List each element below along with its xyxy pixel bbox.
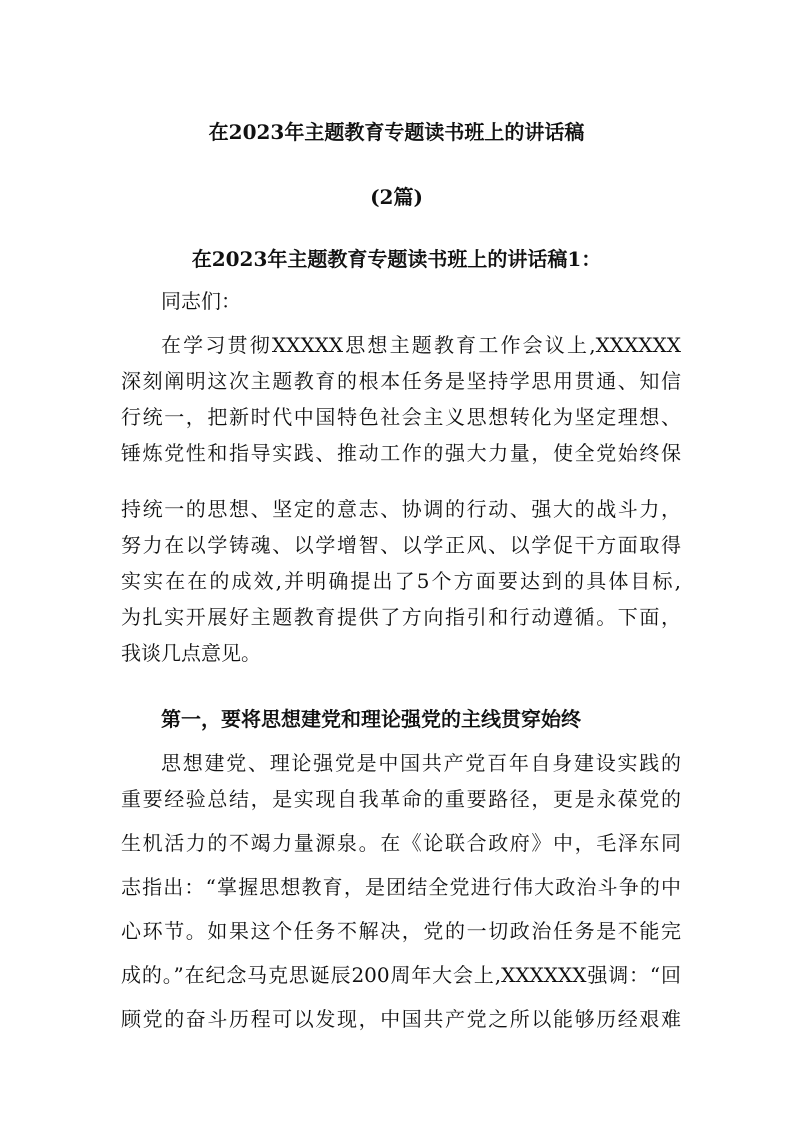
paragraph-1-line: 深刻阐明这次主题教育的根本任务是坚持学思用贯通、知信 [121, 369, 681, 393]
paragraph-2-line: 志指出：“掌握思想教育，是团结全党进行伟大政治斗争的中 [121, 875, 681, 899]
document-title: 在2023年主题教育专题读书班上的讲话稿 [208, 120, 585, 144]
paragraph-1-line: 行统一，把新时代中国特色社会主义思想转化为坚定理想、 [121, 405, 681, 429]
section-title: 在2023年主题教育专题读书班上的讲话稿1： [191, 247, 602, 271]
paragraph-1-line: 在学习贯彻XXXXX思想主题教育工作会议上,XXXXXX [161, 333, 681, 357]
paragraph-1-line: 我谈几点意见。 [121, 641, 261, 665]
paragraph-1-line: 实实在在的成效,并明确提出了5个方面要达到的具体目标, [121, 569, 681, 593]
paragraph-2-line: 重要经验总结，是实现自我革命的重要路径，更是永葆党的 [121, 787, 681, 811]
paragraph-2-line: 思想建党、理论强党是中国共产党百年自身建设实践的 [161, 751, 681, 775]
greeting: 同志们： [161, 289, 241, 313]
paragraph-1-line: 锤炼党性和指导实践、推动工作的强大力量，使全党始终保 [121, 441, 681, 465]
paragraph-2-line: 成的。”在纪念马克思诞辰200周年大会上,XXXXXX强调：“回 [121, 963, 681, 987]
paragraph-2-line: 生机活力的不竭力量源泉。在《论联合政府》中，毛泽东同 [121, 831, 681, 855]
document-subtitle: (2篇) [370, 185, 423, 209]
paragraph-1-line: 持统一的思想、坚定的意志、协调的行动、强大的战斗力， [121, 497, 681, 521]
paragraph-2-line: 心环节。如果这个任务不解决，党的一切政治任务是不能完 [121, 919, 681, 943]
paragraph-1-line: 为扎实开展好主题教育提供了方向指引和行动遵循。下面， [121, 605, 681, 629]
section-heading: 第一，要将思想建党和理论强党的主线贯穿始终 [161, 707, 581, 731]
paragraph-1-line: 努力在以学铸魂、以学增智、以学正风、以学促干方面取得 [121, 533, 681, 557]
paragraph-2-line: 顾党的奋斗历程可以发现，中国共产党之所以能够历经艰难 [121, 1007, 681, 1031]
